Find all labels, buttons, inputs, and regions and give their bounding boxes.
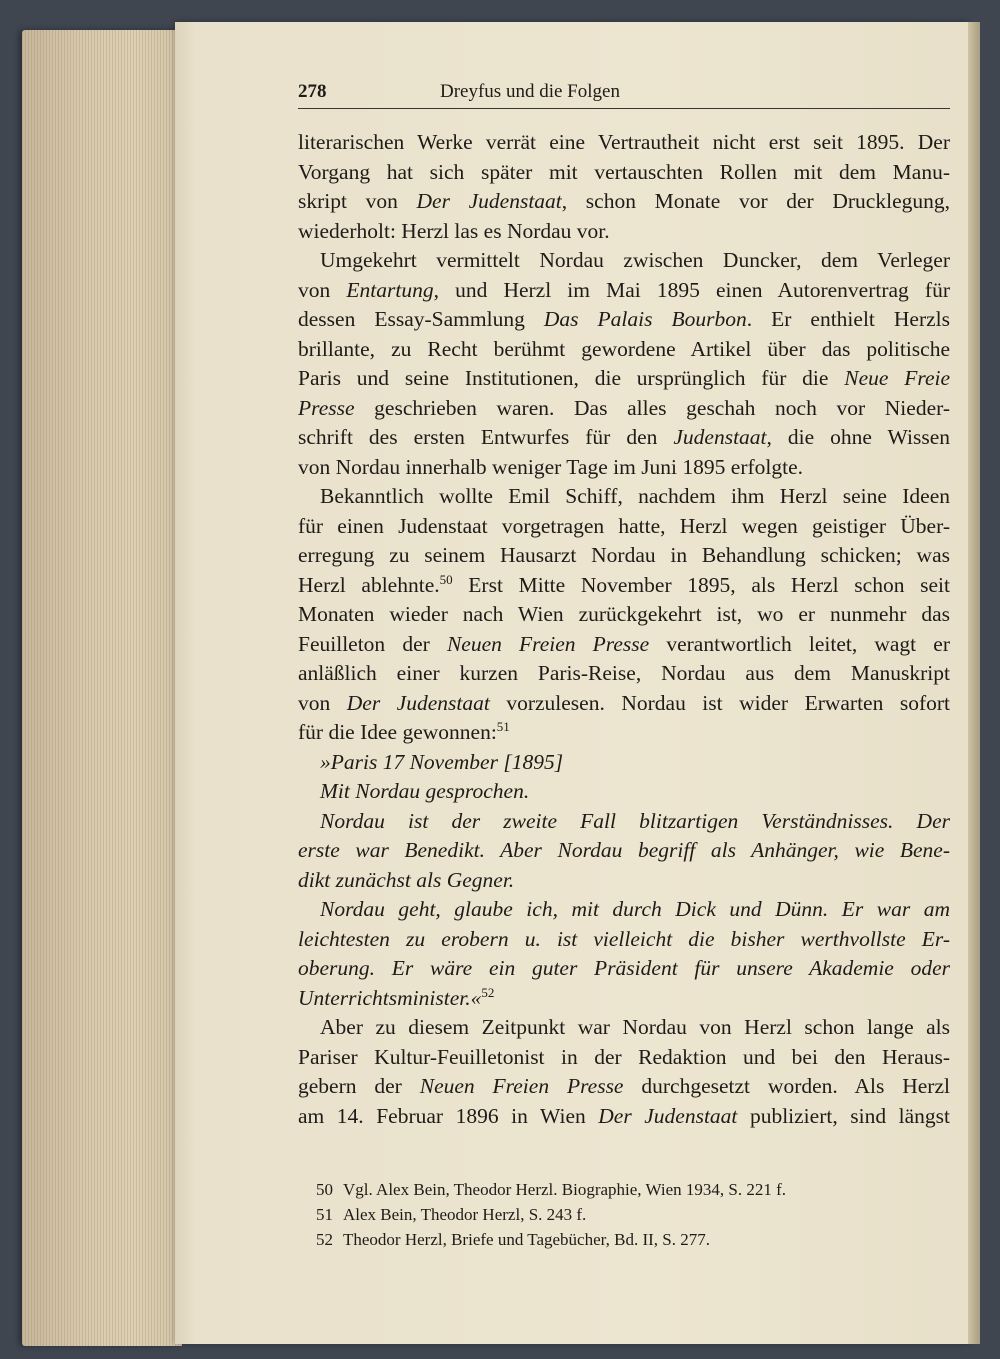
- text-line: Presse geschrieben waren. Das alles geschah noch vor Nieder-: [298, 395, 950, 420]
- body-text: [298, 128, 950, 1131]
- text-line: Aber zu diesem Zeitpunkt war Nordau von Herzl schon lange als: [320, 1015, 950, 1039]
- footnote-number: 52: [316, 1230, 333, 1249]
- quote-line: Nordau geht, glaube ich, mit durch Dick und Dünn. Er war am: [320, 897, 950, 921]
- text-line: Pariser Kultur-Feuilletonist in der Redaktion und bei den Heraus-: [298, 1044, 950, 1069]
- book-title: Der Judenstaat: [598, 1103, 738, 1128]
- text-line: Feuilleton der Neuen Freien Presse verantwortlich leitet, wagt er: [298, 631, 951, 656]
- footnote-ref: 52: [481, 984, 495, 1000]
- quote-line: Unterrichtsminister.«$^{52}$: [298, 984, 495, 1010]
- footnote-text: Alex Bein, Theodor Herzl, S. 243 f.: [343, 1205, 587, 1224]
- newspaper-title: Neuen Freien Presse: [446, 631, 650, 656]
- newspaper-title: Neuen Freien Presse: [419, 1074, 624, 1098]
- footnote: [316, 1227, 936, 1252]
- text-line: für die Idee gewonnen:$^{51}$: [298, 719, 510, 744]
- text-line: für einen Judenstaat vorgetragen hatte, Herzl wegen geistiger Über-: [298, 513, 950, 538]
- footnote: [316, 1177, 936, 1202]
- text-line: anläßlich einer kurzen Paris-Reise, Nordau aus dem Manuskript: [298, 661, 950, 685]
- running-head: [298, 78, 950, 109]
- newspaper-title: Presse: [298, 395, 355, 420]
- footnote-ref: 50: [439, 571, 453, 587]
- text-line: von Der Judenstaat vorzulesen. Nordau ist wider Erwarten sofort: [298, 690, 951, 715]
- footnote-text: Vgl. Alex Bein, Theodor Herzl. Biographie, Wien 1934, S. 221 f.: [343, 1180, 786, 1199]
- page-edges: [22, 30, 182, 1346]
- quote-line: »Paris 17 November [1895]: [320, 749, 564, 774]
- text-line: skript von Der Judenstaat, schon Monate vor der Drucklegung,: [298, 189, 950, 213]
- book-title: Das Palais Bourbon: [543, 307, 747, 331]
- quote-line: leichtesten zu erobern u. ist vielleicht die bisher werthvollste Er-: [298, 926, 950, 951]
- text-line: Umgekehrt vermittelt Nordau zwischen Duncker, dem Verleger: [320, 248, 950, 272]
- quote-line: Mit Nordau gesprochen.: [320, 779, 530, 803]
- text-line: erregung zu seinem Hausarzt Nordau in Behandlung schicken; was: [298, 543, 950, 567]
- text-line: schrift des ersten Entwurfes für den Judenstaat, die ohne Wissen: [298, 425, 950, 449]
- footnote-number: 51: [316, 1205, 333, 1224]
- quote-line: erste war Benedikt. Aber Nordau begriff als Anhänger, wie Bene-: [298, 838, 950, 862]
- text-line: Paris und seine Institutionen, die ursprünglich für die Neue Freie: [298, 366, 951, 390]
- text-line: literarischen Werke verrät eine Vertrautheit nicht erst seit 1895. Der: [298, 130, 950, 154]
- footnote-number: 50: [316, 1180, 333, 1199]
- text-line: Herzl ablehnte.$^{50}$ Erst Mitte November 1895, als Herzl schon seit: [298, 571, 950, 597]
- footnote-text: Theodor Herzl, Briefe und Tagebücher, Bd. II, S. 277.: [343, 1230, 710, 1249]
- book-title: Der Judenstaat: [416, 189, 562, 213]
- text-line: Bekanntlich wollte Emil Schiff, nachdem ihm Herzl seine Ideen: [320, 484, 950, 508]
- page-number: 278: [298, 81, 327, 102]
- text-line: dessen Essay-Sammlung Das Palais Bourbon. Er enthielt Herzls: [298, 307, 951, 331]
- book-title: Der Judenstaat: [346, 690, 490, 715]
- book-spine: [968, 22, 980, 1344]
- book-title: Entartung: [346, 277, 434, 302]
- text-line: Vorgang hat sich später mit vertauschten Rollen mit dem Manu-: [298, 159, 950, 184]
- text-line: am 14. Februar 1896 in Wien Der Judenstaat publiziert, sind längst: [298, 1103, 950, 1128]
- text-line: wiederholt: Herzl las es Nordau vor.: [298, 218, 610, 243]
- running-title: Dreyfus und die Folgen: [440, 81, 620, 102]
- book-title: Judenstaat: [673, 425, 767, 449]
- quote-line: dikt zunächst als Gegner.: [298, 867, 515, 892]
- quote-line: oberung. Er wäre ein guter Präsident für unsere Akademie oder: [298, 956, 950, 980]
- text-line: von Entartung, und Herzl im Mai 1895 einen Autorenvertrag für: [298, 277, 950, 302]
- text-line: Monaten wieder nach Wien zurückgekehrt ist, wo er nunmehr das: [298, 602, 950, 626]
- newspaper-title: Neue Freie: [844, 366, 951, 390]
- text-line: von Nordau innerhalb weniger Tage im Juni 1895 erfolgte.: [298, 454, 804, 479]
- text-line: brillante, zu Recht berühmt gewordene Artikel über das politische: [298, 336, 950, 361]
- text-line: gebern der Neuen Freien Presse durchgesetzt worden. Als Herzl: [298, 1074, 950, 1098]
- quote-line: Nordau ist der zweite Fall blitzartigen Verständnisses. Der: [320, 808, 950, 833]
- footnote-ref: 51: [496, 719, 510, 734]
- footnote: [316, 1202, 936, 1227]
- footnotes: [316, 1177, 936, 1252]
